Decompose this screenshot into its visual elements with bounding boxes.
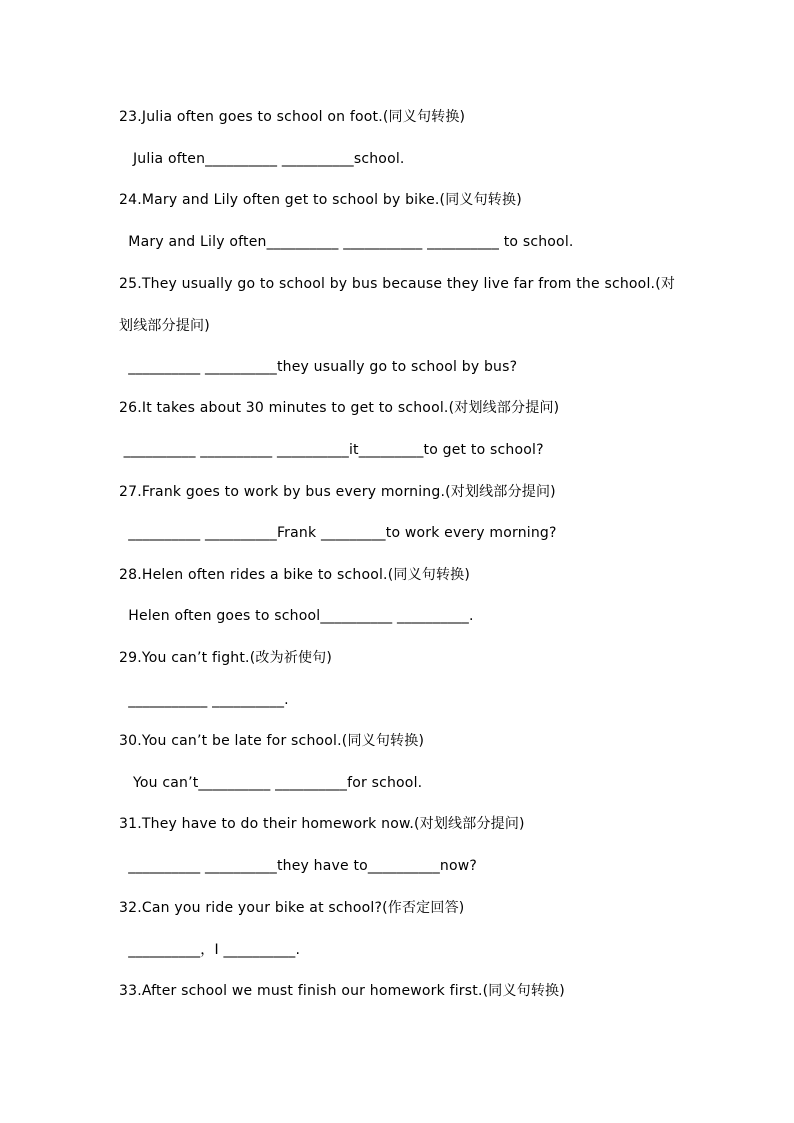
question-32: 32.Can you ride your bike at school?(作否定回答) — [119, 900, 465, 916]
question-23: 23.Julia often goes to school on foot.(同义句转换) — [119, 109, 466, 125]
answer-29: ___________ __________. — [119, 692, 289, 708]
question-25-continued: 划线部分提问) — [119, 318, 210, 334]
question-33: 33.After school we must finish our homework first.(同义句转换) — [119, 983, 565, 999]
question-25: 25.They usually go to school by bus because they live far from the school.(对 — [119, 276, 676, 292]
answer-26: __________ __________ __________it_________to get to school? — [119, 442, 544, 458]
question-29: 29.You can’t fight.(改为祈使句) — [119, 650, 333, 666]
question-28: 28.Helen often rides a bike to school.(同义句转换) — [119, 567, 471, 583]
question-30: 30.You can’t be late for school.(同义句转换) — [119, 733, 425, 749]
answer-24: Mary and Lily often__________ ___________ __________ to school. — [119, 234, 574, 250]
answer-31: __________ __________they have to__________now? — [119, 858, 478, 874]
answer-23: Julia often__________ __________school. — [119, 151, 405, 167]
answer-27: __________ __________Frank _________to work every morning? — [119, 525, 557, 541]
answer-30: You can’t__________ __________for school. — [119, 775, 423, 791]
answer-32: __________，I __________. — [119, 942, 301, 958]
question-26: 26.It takes about 30 minutes to get to school.(对划线部分提问) — [119, 400, 560, 416]
answer-25: __________ __________they usually go to school by bus? — [119, 359, 518, 375]
answer-28: Helen often goes to school__________ __________. — [119, 608, 474, 624]
question-31: 31.They have to do their homework now.(对划线部分提问) — [119, 816, 525, 832]
question-27: 27.Frank goes to work by bus every morning.(对划线部分提问) — [119, 484, 556, 500]
question-24: 24.Mary and Lily often get to school by bike.(同义句转换) — [119, 192, 522, 208]
